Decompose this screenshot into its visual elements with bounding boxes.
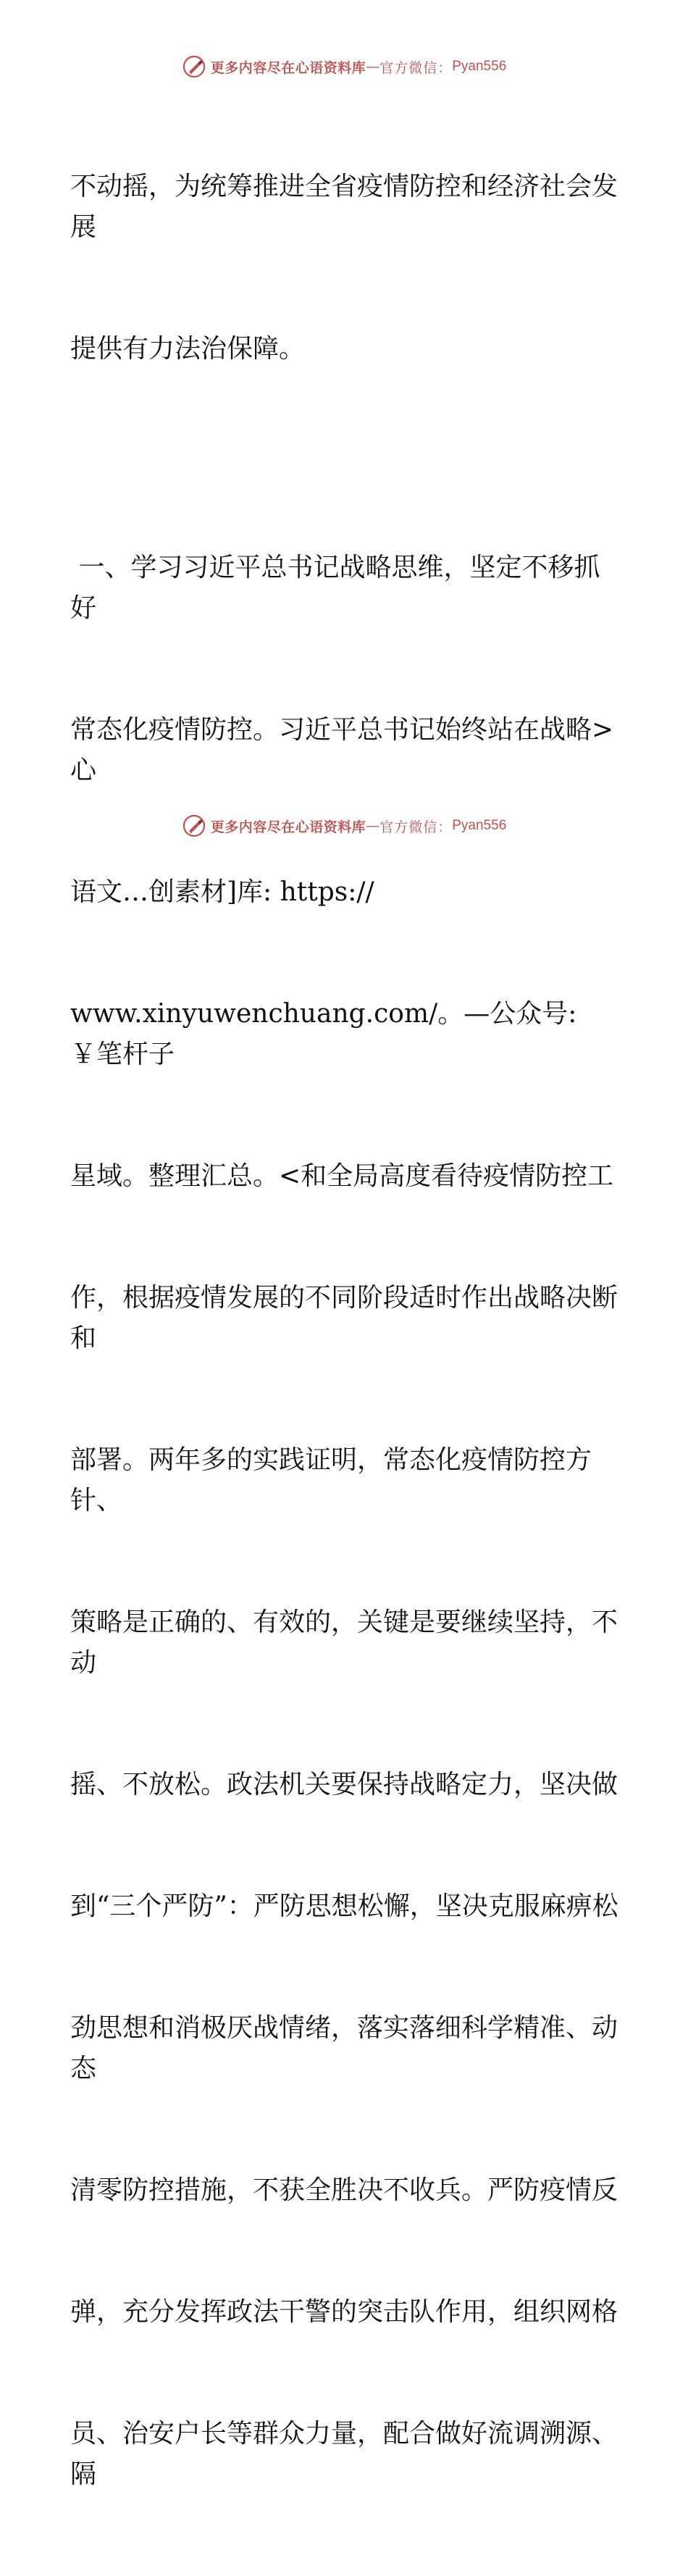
- text-line: 一、学习习近平总书记战略思维，坚定不移抓好: [70, 553, 600, 623]
- text-line: www.xinyuwenchuang.com/。—公众号: ￥笔杆子: [70, 999, 585, 1069]
- footer-watermark: [0, 811, 688, 840]
- text-line: 不动摇，为统筹推进全省疫情防控和经济社会发展: [70, 172, 618, 242]
- paragraph-2: [70, 467, 621, 2576]
- watermark-wechat-id: Pyan556: [452, 818, 507, 833]
- watermark-brand: 更多内容尽在心语资料库: [210, 819, 366, 835]
- text-line: 作，根据疫情发展的不同阶段适时作出战略决断和: [70, 1283, 618, 1353]
- text-line: 常态化疫情防控。习近平总书记始终站在战略>心: [70, 715, 614, 785]
- text-line: 劲思想和消极厌战情绪，落实落细科学精准、动态: [70, 2013, 618, 2083]
- pen-logo-icon: [182, 54, 206, 79]
- header-watermark: [0, 52, 688, 81]
- watermark-dash: —: [366, 59, 380, 75]
- watermark-dash: —: [366, 818, 380, 834]
- watermark-label: 官方微信：: [379, 59, 453, 76]
- text-line: 弹，充分发挥政法干警的突击队作用，组织网格: [70, 2297, 618, 2327]
- paragraph-1: [70, 85, 621, 451]
- text-line: 提供有力法治保障。: [70, 334, 306, 364]
- text-line: 语文…创素材]库: https://: [70, 877, 374, 907]
- text-line: 到“三个严防”：严防思想松懈，坚决克服麻痹松: [70, 1891, 618, 1921]
- watermark-wechat-id: Pyan556: [452, 59, 507, 74]
- text-line: 部署。两年多的实践证明，常态化疫情防控方针、: [70, 1445, 592, 1515]
- text-line: 员、治安户长等群众力量，配合做好流调溯源、隔: [70, 2419, 618, 2489]
- pen-logo-icon: [182, 814, 206, 838]
- text-line: 清零防控措施，不获全胜决不收兵。严防疫情反: [70, 2175, 618, 2205]
- text-line: 策略是正确的、有效的，关键是要继续坚持，不动: [70, 1607, 618, 1678]
- document-body: [70, 85, 621, 2576]
- text-line: 星域。整理汇总。<和全局高度看待疫情防控工: [70, 1161, 614, 1191]
- watermark-brand: 更多内容尽在心语资料库: [210, 59, 366, 76]
- watermark-label: 官方微信：: [379, 819, 453, 835]
- text-line: 摇、不放松。政法机关要保持战略定力，坚决做: [70, 1770, 618, 1799]
